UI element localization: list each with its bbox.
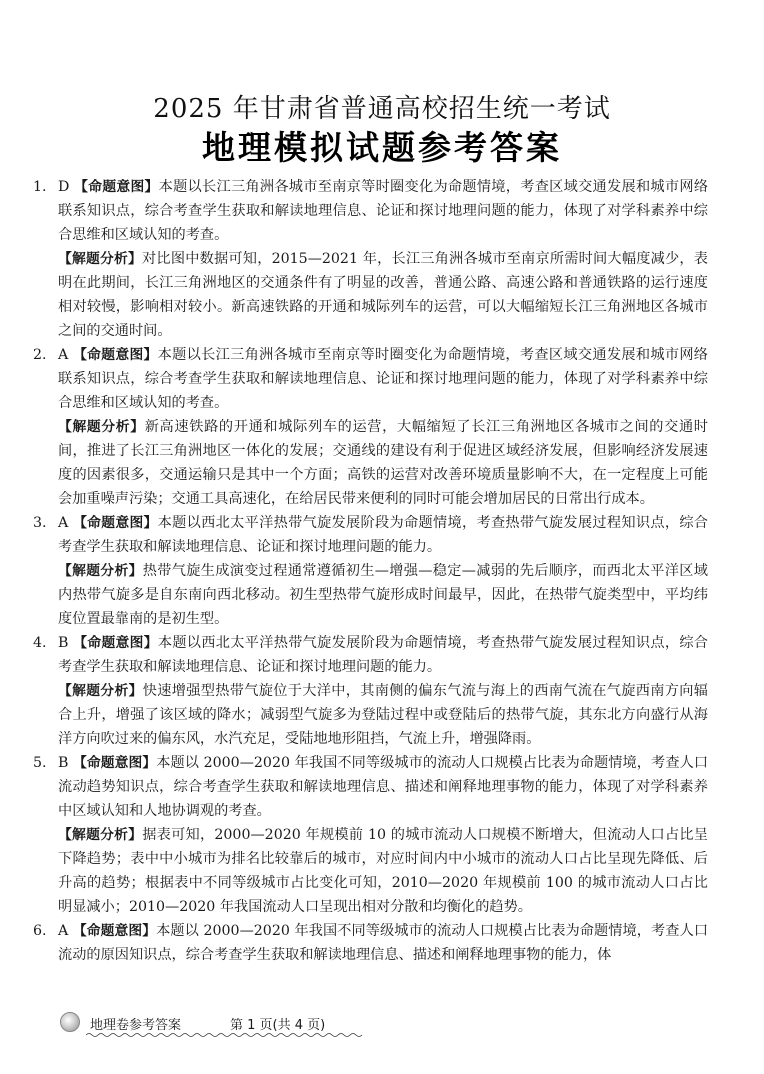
analysis-tag: 【解题分析】 [58, 251, 143, 267]
footer-logo-icon [60, 1012, 80, 1032]
analysis-text: 新高速铁路的开通和城际列车的运营，大幅缩短了长江三角洲地区各城市之间的交通时间，推进了长江三角洲地区一体化的发展；交通线的建设有利于促进区域经济发展，但影响经济发展速度的因素很多，交通运输只是其中一个方面；高铁的运营对改善环境质量影响不大，在一定程度上可能会加重噪声污染；交通工具高速化，在给居民带来便利的同时可能会增加居民的日常出行成本。 [58, 419, 708, 507]
question-number: 5. [33, 755, 47, 771]
analysis-text: 对比图中数据可知，2015—2021 年，长江三角洲各城市至南京所需时间大幅度减少，表明在此期间，长江三角洲地区的交通条件有了明显的改善，普通公路、高速公路和普通铁路的运行速度相对较慢，影响相对较小。新高速铁路的开通和城际列车的运营，可以大幅缩短长江三角洲地区各城市之间的交通时间。 [58, 251, 708, 339]
question-item [33, 175, 709, 343]
question-number: 6. [33, 923, 47, 939]
analysis-text: 据表可知，2000—2020 年规模前 10 的城市流动人口规模不断增大，但流动人口占比呈下降趋势；表中中小城市为排名比较靠后的城市，对应时间内中小城市的流动人口占比呈现先降低、后升高的趋势；根据表中不同等级城市占比变化可知，2010—2020 年规模前 100 的城市流动人口占比明显减小；2010—2020 年我国流动人口呈现出相对分散和均衡化的趋势。 [58, 827, 708, 915]
intent-text: 本题以西北太平洋热带气旋发展阶段为命题情境，考查热带气旋发展过程知识点，综合考查学生获取和解读地理信息、论证和探讨地理问题的能力。 [58, 635, 708, 675]
footer-doc-name: 地理卷参考答案 [90, 1018, 182, 1033]
footer-page-number: 第 1 页(共 4 页) [230, 1018, 326, 1033]
intent-text: 本题以西北太平洋热带气旋发展阶段为命题情境，考查热带气旋发展过程知识点，综合考查学生获取和解读地理信息、论证和探讨地理问题的能力。 [58, 515, 708, 555]
intent-tag: 【命题意图】 [73, 347, 158, 363]
question-answer: B [58, 755, 69, 771]
question-number: 2. [33, 347, 47, 363]
analysis-tag: 【解题分析】 [58, 563, 143, 579]
analysis-tag: 【解题分析】 [58, 419, 145, 435]
analysis-tag: 【解题分析】 [58, 827, 143, 843]
question-item [33, 751, 709, 919]
intent-tag: 【命题意图】 [73, 755, 157, 771]
analysis-tag: 【解题分析】 [58, 683, 143, 699]
footer-wavy-underline [86, 1032, 366, 1038]
question-number: 1. [33, 179, 47, 195]
document-title: 地理模拟试题参考答案 [202, 128, 562, 167]
question-number: 4. [33, 635, 47, 651]
analysis-text: 热带气旋生成演变过程通常遵循初生—增强—稳定—减弱的先后顺序，而西北太平洋区域内热带气旋多是自东南向西北移动。初生型热带气旋形成时间最早，因此，在热带气旋类型中，平均纬度位置最靠南的是初生型。 [58, 563, 708, 627]
intent-text: 本题以长江三角洲各城市至南京等时圈变化为命题情境，考查区域交通发展和城市网络联系知识点，综合考查学生获取和解读地理信息、论证和探讨地理问题的能力，体现了对学科素养中综合思维和区域认知的考查。 [58, 347, 708, 411]
answer-body [33, 175, 709, 967]
question-answer: A [58, 347, 69, 363]
question-item [33, 343, 708, 511]
intent-tag: 【命题意图】 [73, 635, 158, 651]
intent-tag: 【命题意图】 [74, 179, 159, 195]
analysis-text: 快速增强型热带气旋位于大洋中，其南侧的偏东气流与海上的西南气流在气旋西南方向辐合上升，增强了该区域的降水；减弱型气旋多为登陆过程中或登陆后的热带气旋，其东北方向盛行从海洋方向吹过来的偏东风，水汽充足，受陆地地形阻挡，气流上升，增强降雨。 [58, 683, 708, 747]
intent-tag: 【命题意图】 [72, 923, 157, 939]
page-footer [60, 1012, 360, 1038]
intent-text: 本题以长江三角洲各城市至南京等时圈变化为命题情境，考查区域交通发展和城市网络联系知识点，综合考查学生获取和解读地理信息、论证和探讨地理问题的能力，体现了对学科素养中综合思维和区域认知的考查。 [58, 179, 709, 243]
question-answer: A [58, 515, 69, 531]
question-answer: A [58, 923, 69, 939]
exam-title: 2025 年甘肃省普通高校招生统一考试 [153, 94, 611, 124]
question-number: 3. [33, 515, 47, 531]
question-item [33, 511, 708, 631]
intent-text: 本题以 2000—2020 年我国不同等级城市的流动人口规模占比表为命题情境，考查人口流动趋势知识点，综合考查学生获取和解读地理信息、描述和阐释地理事物的能力，体现了对学科素养中区域认知和人地协调观的考查。 [58, 755, 709, 819]
intent-text: 本题以 2000—2020 年我国不同等级城市的流动人口规模占比表为命题情境，考查人口流动的原因知识点，综合考查学生获取和解读地理信息、描述和阐释地理事物的能力，体 [58, 923, 709, 963]
question-item [33, 631, 708, 751]
intent-tag: 【命题意图】 [73, 515, 158, 531]
question-answer: B [58, 635, 69, 651]
question-answer: D [58, 179, 70, 195]
question-item [33, 919, 709, 967]
